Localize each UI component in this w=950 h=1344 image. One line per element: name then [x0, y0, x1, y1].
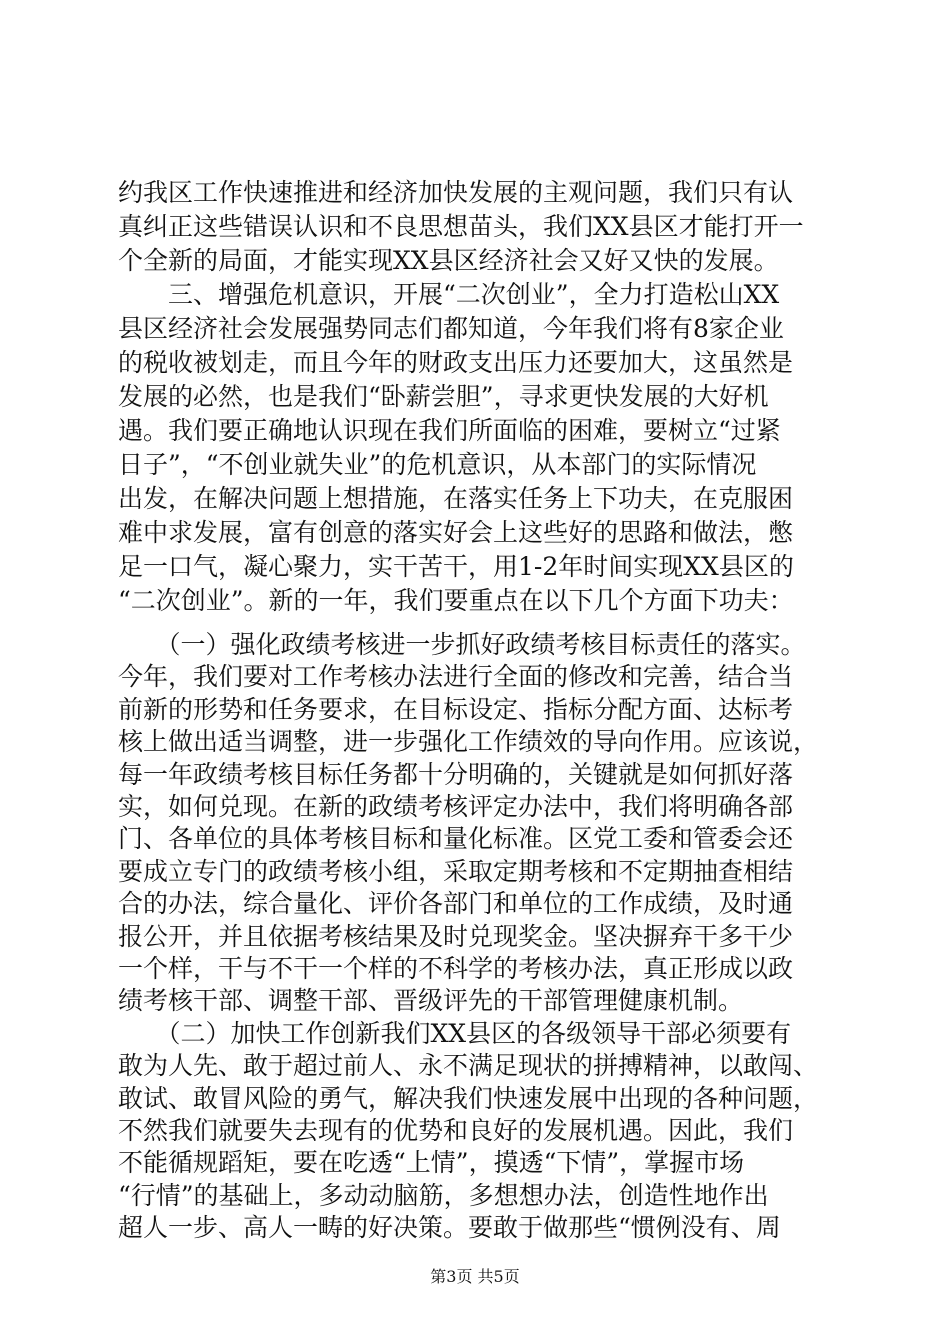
text-line: 敢为人先、敢于超过前人、永不满足现状的拼搏精神，以敢闯、 — [118, 1051, 819, 1081]
text-line: “行情”的基础上，多动动脑筋，多想想办法，创造性地作出 — [118, 1180, 769, 1210]
text-line: 门、各单位的具体考核目标和量化标准。区党工委和管委会还 — [118, 824, 794, 854]
text-line: 的税收被划走，而且今年的财政支出压力还要加大，这虽然是 — [118, 348, 794, 377]
text-line: 发展的必然，也是我们“卧薪尝胆”，寻求更快发展的大好机 — [118, 382, 769, 411]
text-line: 约我区工作快速推进和经济加快发展的主观问题，我们只有认 — [118, 178, 794, 207]
text-line: 真纠正这些错误认识和不良思想苗头，我们XX县区才能打开一 — [118, 212, 804, 241]
text-line: 日子”，“不创业就失业”的危机意识，从本部门的实际情况 — [118, 450, 757, 479]
text-line: 要成立专门的政绩考核小组，采取定期考核和不定期抽查相结 — [118, 856, 794, 886]
text-line: 合的办法，综合量化、评价各部门和单位的工作成绩，及时通 — [118, 889, 794, 919]
text-line: 报公开，并且依据考核结果及时兑现奖金。坚决摒弃干多干少 — [118, 921, 794, 951]
text-line: （二）加快工作创新我们XX县区的各级领导干部必须要有 — [118, 1018, 792, 1048]
text-line: 出发，在解决问题上想措施，在落实任务上下功夫，在克服困 — [118, 484, 794, 513]
text-line: “二次创业”。新的一年，我们要重点在以下几个方面下功夫： — [118, 586, 794, 615]
text-line: 前新的形势和任务要求，在目标设定、指标分配方面、达标考 — [118, 694, 794, 724]
text-line: 遇。我们要正确地认识现在我们所面临的困难，要树立“过紧 — [118, 416, 781, 445]
text-line: 今年，我们要对工作考核办法进行全面的修改和完善，结合当 — [118, 662, 794, 692]
text-line: 难中求发展，富有创意的落实好会上这些好的思路和做法，憋 — [118, 518, 794, 547]
text-line: 核上做出适当调整，进一步强化工作绩效的导向作用。应该说， — [118, 727, 819, 757]
text-line: 三、增强危机意识，开展“二次创业”，全力打造松山XX — [118, 280, 780, 309]
text-line: 绩考核干部、调整干部、晋级评先的干部管理健康机制。 — [118, 986, 744, 1016]
text-line: 个全新的局面，才能实现XX县区经济社会又好又快的发展。 — [118, 246, 779, 275]
text-line: 足一口气，凝心聚力，实干苦干，用1-2年时间实现XX县区的 — [118, 552, 794, 581]
text-line: 敢试、敢冒风险的勇气，解决我们快速发展中出现的各种问题， — [118, 1083, 819, 1113]
text-line: 一个样，干与不干一个样的不科学的考核办法，真正形成以政 — [118, 954, 794, 983]
text-line: 每一年政绩考核目标任务都十分明确的，关键就是如何抓好落 — [118, 759, 794, 789]
text-line: 不能循规蹈矩，要在吃透“上情”，摸透“下情”，掌握市场 — [118, 1148, 745, 1178]
text-line: 不然我们就要失去现有的优势和良好的发展机遇。因此，我们 — [118, 1116, 794, 1145]
page-number: 第3页 共5页 — [430, 1267, 520, 1286]
text-line: 实，如何兑现。在新的政绩考核评定办法中，我们将明确各部 — [118, 792, 794, 821]
text-line: 超人一步、高人一畴的好决策。要敢于做那些“惯例没有、周 — [118, 1213, 781, 1243]
text-line: （一）强化政绩考核进一步抓好政绩考核目标责任的落实。 — [118, 630, 806, 659]
text-line: 县区经济社会发展强势同志们都知道，今年我们将有8家企业 — [118, 314, 784, 343]
